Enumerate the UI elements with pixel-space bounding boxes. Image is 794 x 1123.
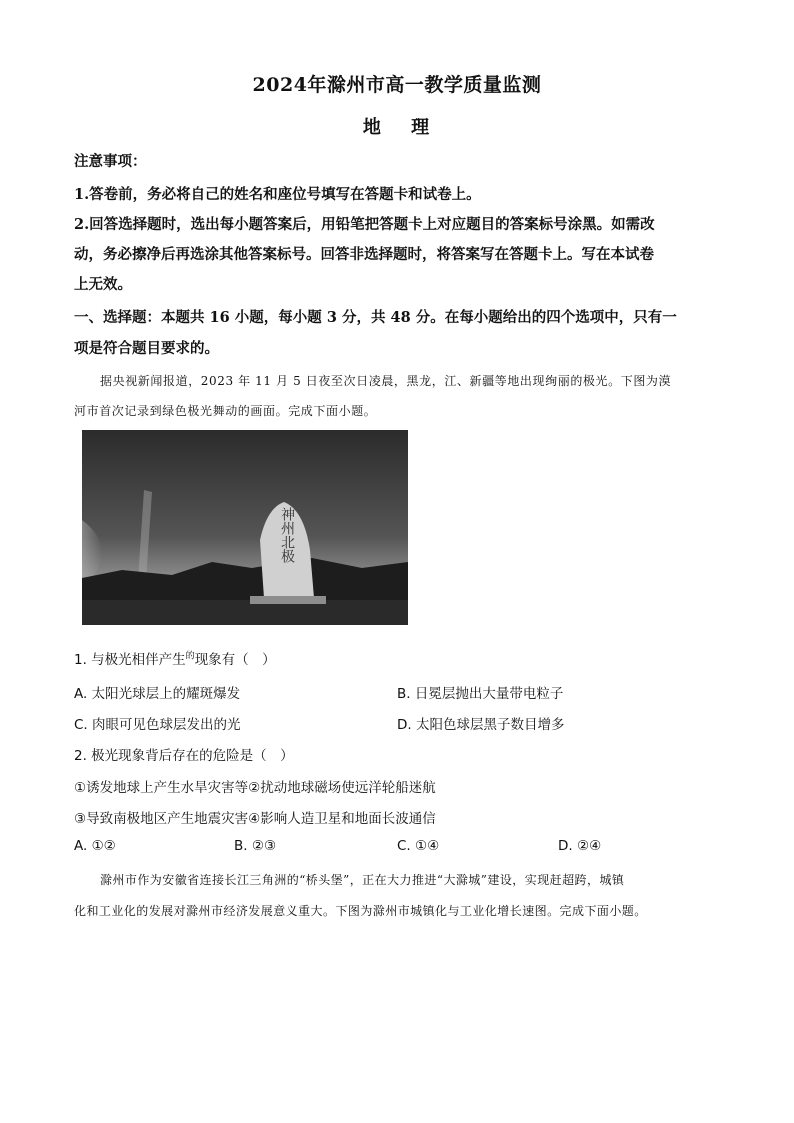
subject-title: 地 理 bbox=[362, 117, 442, 138]
q1-option-c[interactable]: C. 肉眼可见色球层发出的光 bbox=[74, 717, 241, 733]
passage1-line1: 据央视新闻报道，2023 年 11 月 5 日夜至次日凌晨，黑龙，江、新疆等地出现绚丽的极光。下图为漠 bbox=[100, 374, 672, 388]
q2-option-d[interactable]: D. ②④ bbox=[558, 838, 602, 854]
question-2-stem: 2. 极光现象背后存在的危险是（ ） bbox=[74, 748, 294, 764]
passage2-line2: 化和工业化的发展对滁州市经济发展意义重大。下图为滁州市城镇化与工业化增长速图。完成下面小题。 bbox=[74, 904, 647, 918]
q1-stem-text: 1. 与极光相伴产生 bbox=[74, 652, 186, 668]
notice-heading: 注意事项： bbox=[74, 153, 147, 170]
notice-item-2-line1: 2.回答选择题时，选出每小题答案后，用铅笔把答题卡上对应题目的答案标号涂黑。如需改 bbox=[74, 216, 655, 233]
notice-item-2-line3: 上无效。 bbox=[74, 276, 132, 293]
notice-item-2-line2: 动，务必擦净后再选涂其他答案标号。回答非选择题时，将答案写在答题卡上。写在本试卷 bbox=[74, 246, 654, 263]
q1-stem-sup: 的 bbox=[185, 651, 195, 662]
passage1-line2: 河市首次记录到绿色极光舞动的画面。完成下面小题。 bbox=[74, 404, 377, 418]
section1-heading-line2: 项是符合题目要求的。 bbox=[74, 340, 219, 357]
exam-title: 2024年滁州市高一教学质量监测 bbox=[252, 74, 542, 96]
notice-item-1: 1.答卷前，务必将自己的姓名和座位号填写在答题卡和试卷上。 bbox=[74, 186, 481, 203]
q1-stem-end: 现象有（ ） bbox=[194, 652, 276, 668]
section1-heading-line1: 一、选择题：本题共 16 小题，每小题 3 分，共 48 分。在每小题给出的四个选项中，只有一 bbox=[74, 309, 677, 326]
q1-option-b[interactable]: B. 日冕层抛出大量带电粒子 bbox=[397, 686, 564, 702]
q1-option-a[interactable]: A. 太阳光球层上的耀斑爆发 bbox=[74, 686, 241, 702]
q2-statements-line2: ③导致南极地区产生地震灾害④影响人造卫星和地面长波通信 bbox=[74, 811, 436, 827]
q1-option-d[interactable]: D. 太阳色球层黑子数目增多 bbox=[397, 717, 565, 733]
q2-option-a[interactable]: A. ①② bbox=[74, 838, 116, 854]
q2-statements-line1: ①诱发地球上产生水旱灾害等②扰动地球磁场使远洋轮船迷航 bbox=[74, 780, 436, 796]
stone-inscription: 神州北极 bbox=[279, 507, 295, 563]
q2-option-c[interactable]: C. ①④ bbox=[397, 838, 440, 854]
question-1-stem bbox=[74, 648, 276, 668]
q2-option-b[interactable]: B. ②③ bbox=[234, 838, 277, 854]
aurora-photo bbox=[82, 430, 408, 625]
passage2-line1: 滁州市作为安徽省连接长江三角洲的“桥头堡”，正在大力推进“大滁城”建设，实现赶超跨，城镇 bbox=[100, 873, 625, 887]
